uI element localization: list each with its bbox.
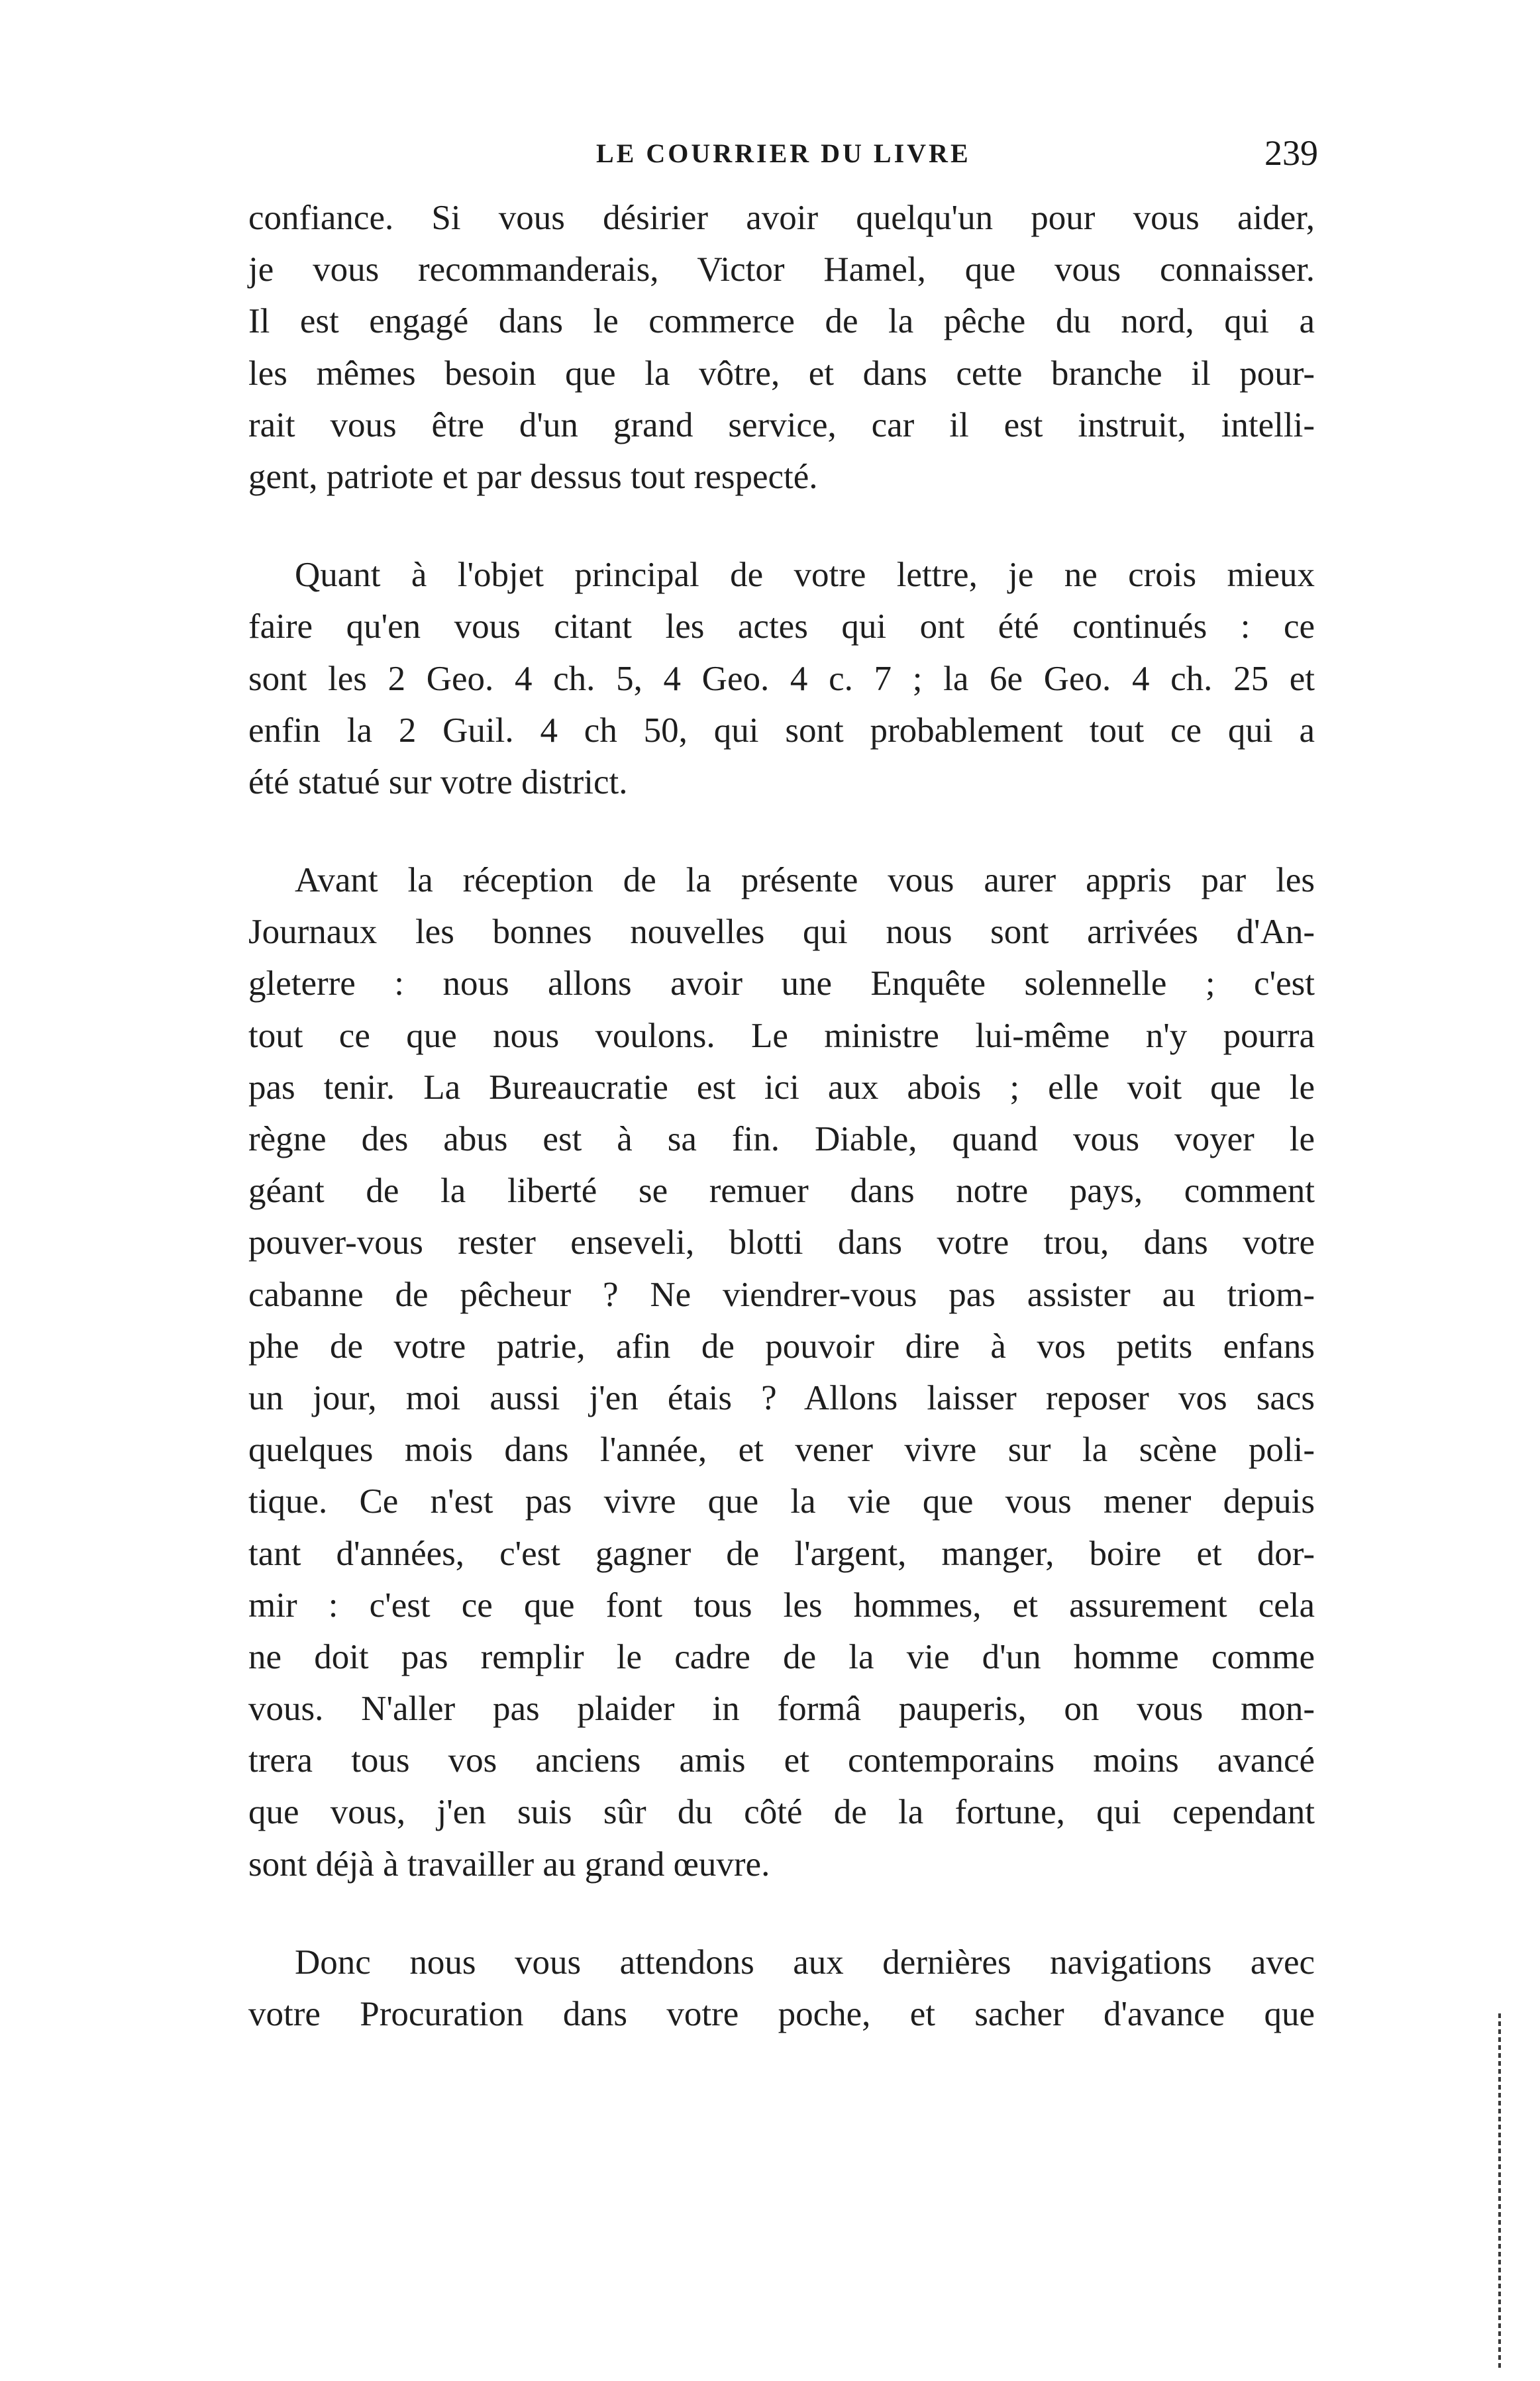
text-line: géant de la liberté se remuer dans notre pays, comment	[248, 1172, 1315, 1211]
running-title: LE COURRIER DU LIVRE	[596, 138, 971, 168]
text-line: confiance. Si vous désirier avoir quelqu'un pour vous aider,	[248, 199, 1315, 237]
text-line: rait vous être d'un grand service, car il est instruit, intelli-	[248, 405, 1315, 444]
paragraph	[248, 192, 1315, 503]
page-number: 239	[1264, 133, 1318, 173]
text-line: pouver-vous rester enseveli, blotti dans votre trou, dans votre	[248, 1223, 1315, 1262]
text-line: ne doit pas remplir le cadre de la vie d'un homme comme	[248, 1637, 1315, 1676]
paragraph	[248, 1937, 1315, 2040]
text-line: sont les 2 Geo. 4 ch. 5, 4 Geo. 4 c. 7 ; la 6e Geo. 4 ch. 25 et	[248, 659, 1315, 698]
body-text	[248, 192, 1315, 2040]
paragraph-gap	[248, 503, 1315, 549]
text-line: vous. N'aller pas plaider in formâ pauperis, on vous mon-	[248, 1690, 1315, 1729]
text-line: enfin la 2 Guil. 4 ch 50, qui sont probablement tout ce qui a	[248, 711, 1315, 750]
text-line: Journaux les bonnes nouvelles qui nous sont arrivées d'An-	[248, 913, 1315, 952]
text-line: tique. Ce n'est pas vivre que la vie que vous mener depuis	[248, 1482, 1315, 1521]
text-line: gleterre : nous allons avoir une Enquête solennelle ; c'est	[248, 964, 1315, 1003]
text-line: un jour, moi aussi j'en étais ? Allons laisser reposer vos sacs	[248, 1378, 1315, 1417]
text-line: Avant la réception de la présente vous aurer appris par les	[295, 861, 1315, 900]
text-line: quelques mois dans l'année, et vener vivre sur la scène poli-	[248, 1431, 1315, 1470]
text-line: mir : c'est ce que font tous les hommes, et assurement cela	[248, 1586, 1315, 1625]
paragraph	[248, 854, 1315, 1890]
paragraph-gap	[248, 1890, 1315, 1937]
text-line: règne des abus est à sa fin. Diable, quand vous voyer le	[248, 1120, 1315, 1158]
text-line: Donc nous vous attendons aux dernières navigations avec	[295, 1943, 1315, 1982]
text-line: tout ce que nous voulons. Le ministre lui-même n'y pourra	[248, 1016, 1315, 1055]
text-line: été statué sur votre district.	[248, 762, 628, 801]
running-head	[252, 132, 1325, 179]
text-line: je vous recommanderais, Victor Hamel, que vous connaisser.	[248, 250, 1315, 289]
text-line: cabanne de pêcheur ? Ne viendrer-vous pas assister au triom-	[248, 1275, 1315, 1314]
scan-edge-rule	[1498, 2013, 1501, 2371]
text-line: pas tenir. La Bureaucratie est ici aux abois ; elle voit que le	[248, 1068, 1315, 1107]
text-line: votre Procuration dans votre poche, et sacher d'avance que	[248, 1995, 1315, 2033]
paragraph	[248, 549, 1315, 808]
paragraph-gap	[248, 808, 1315, 854]
text-line: Quant à l'objet principal de votre lettre, je ne crois mieux	[295, 556, 1315, 595]
text-line: les mêmes besoin que la vôtre, et dans cette branche il pour-	[248, 354, 1315, 393]
text-line: Il est engagé dans le commerce de la pêche du nord, qui a	[248, 302, 1315, 341]
text-line: sont déjà à travailler au grand œuvre.	[248, 1845, 770, 1884]
text-line: phe de votre patrie, afin de pouvoir dire à vos petits enfans	[248, 1327, 1315, 1366]
text-line: tant d'années, c'est gagner de l'argent, manger, boire et dor-	[248, 1534, 1315, 1573]
text-line: trera tous vos anciens amis et contemporains moins avancé	[248, 1741, 1315, 1780]
text-line: que vous, j'en suis sûr du côté de la fortune, qui cependant	[248, 1793, 1315, 1832]
text-line: faire qu'en vous citant les actes qui ont été continués : ce	[248, 607, 1315, 646]
text-line: gent, patriote et par dessus tout respecté.	[248, 457, 818, 496]
